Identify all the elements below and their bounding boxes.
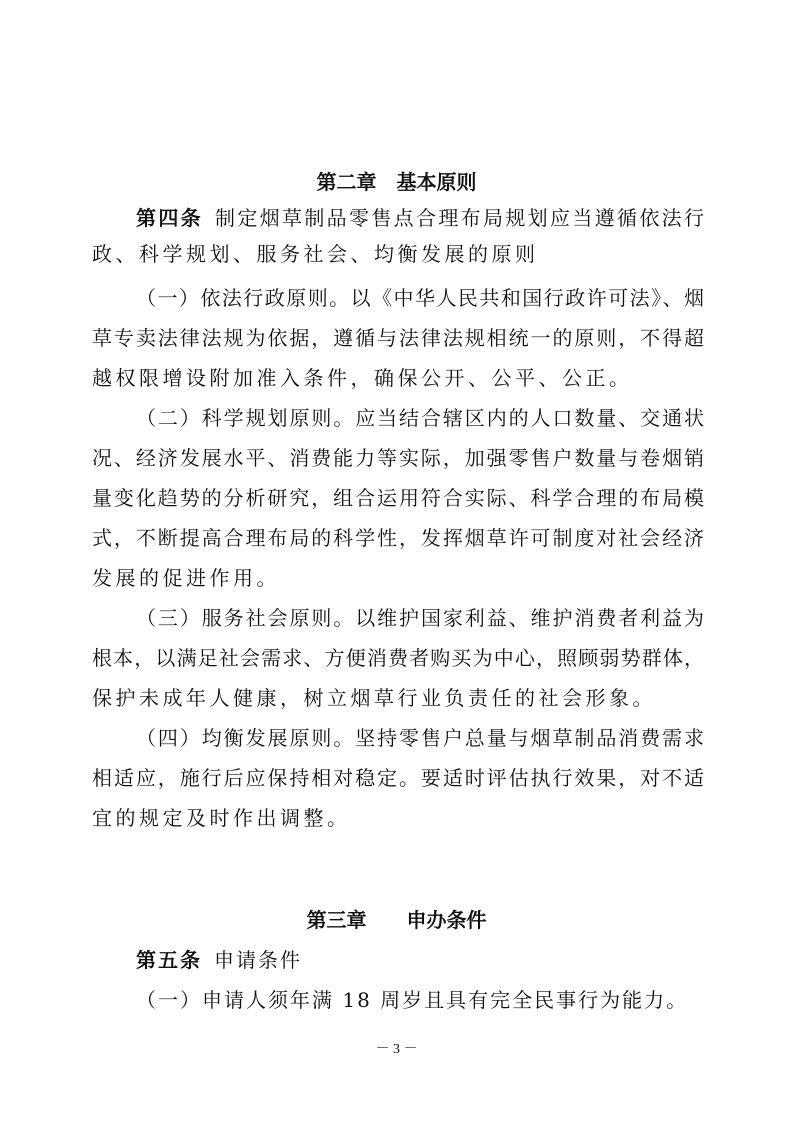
page-number: － 3 － — [375, 1042, 418, 1057]
article-5-text: 申请条件 — [214, 948, 302, 972]
condition-1-line: （一）申请人须年满 18 周岁且具有完全民事行为能力。 — [136, 988, 689, 1012]
principle-1-line-1: （一）依法行政原则。以《中华人民共和国行政许可法》、烟 — [136, 286, 704, 310]
principle-1-line-3: 越权限增设附加准入条件，确保公开、公平、公正。 — [92, 366, 633, 390]
principle-2-line-4: 式，不断提高合理布局的科学性，发挥烟草许可制度对社会经济 — [92, 526, 704, 550]
principle-3-line-3: 保护未成年人健康，树立烟草行业负责任的社会形象。 — [92, 686, 656, 710]
article-4-text: 制定烟草制品零售点合理布局规划应当遵循依法行 — [215, 206, 704, 230]
article-4-continuation: 政、科学规划、服务社会、均衡发展的原则 — [92, 242, 539, 266]
principle-4-line-2: 相适应，施行后应保持相对稳定。要适时评估执行效果，对不适 — [92, 766, 704, 790]
principle-2-line-5: 发展的促进作用。 — [92, 566, 280, 590]
principle-3-line-1: （三）服务社会原则。以维护国家利益、维护消费者利益为 — [136, 606, 704, 630]
principle-2-line-2: 况、经济发展水平、消费能力等实际，加强零售户数量与卷烟销 — [92, 446, 704, 470]
article-5-label: 第五条 — [136, 948, 202, 972]
principle-4-line-1: （四）均衡发展原则。坚持零售户总量与烟草制品消费需求 — [136, 726, 704, 750]
article-4-first-line — [136, 204, 704, 232]
article-5-line — [136, 946, 704, 974]
principle-4-line-3: 宜的规定及时作出调整。 — [92, 806, 351, 830]
principle-1-line-2: 草专卖法律法规为依据，遵循与法律法规相统一的原则，不得超 — [92, 326, 704, 350]
chapter-2-heading: 第二章 基本原则 — [316, 170, 477, 194]
principle-2-line-1: （二）科学规划原则。应当结合辖区内的人口数量、交通状 — [136, 406, 704, 430]
principle-2-line-3: 量变化趋势的分析研究，组合运用符合实际、科学合理的布局模 — [92, 486, 704, 510]
chapter-3-heading: 第三章 申办条件 — [306, 908, 487, 932]
article-4-label: 第四条 — [136, 206, 203, 230]
principle-3-line-2: 根本，以满足社会需求、方便消费者购买为中心，照顾弱势群体， — [92, 646, 704, 670]
